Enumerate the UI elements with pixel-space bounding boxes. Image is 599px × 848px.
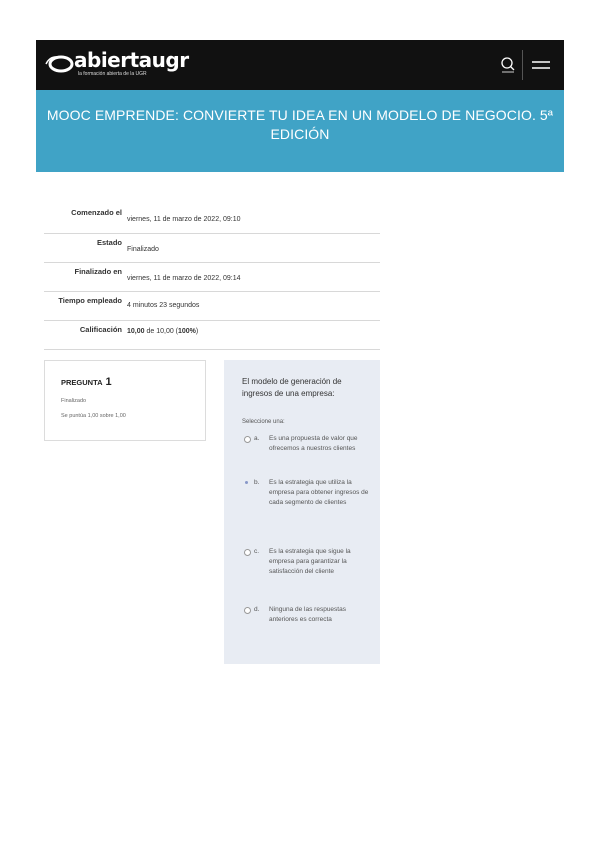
question-state: Finalizado [61, 398, 87, 404]
state-label: Estado [44, 233, 125, 262]
answer-letter-d: d. [254, 606, 260, 613]
answer-letter-b: b. [254, 479, 260, 486]
summary-row-grade [44, 320, 380, 349]
started-label: Comenzado el [44, 204, 125, 233]
answer-text-c: Es la estrategia que sigue la empresa para garantizar la satisfacción del cliente [269, 548, 351, 575]
grade-percent: 100% [178, 327, 196, 335]
summary-row-finished [44, 262, 380, 291]
logo-tagline: la formación abierta de la UGR [78, 71, 147, 77]
state-value: Finalizado [125, 233, 380, 262]
top-navbar [36, 40, 564, 90]
answer-letter-c: c. [254, 548, 260, 555]
navbar-divider [522, 50, 523, 80]
site-logo[interactable] [44, 46, 194, 84]
question-info-box [44, 360, 206, 441]
grade-of: de 10,00 ( [144, 327, 178, 335]
question-points: Se puntúa 1,00 sobre 1,00 [61, 413, 126, 419]
radio-button-c[interactable] [244, 549, 251, 556]
summary-row-state [44, 233, 380, 262]
question-text: El modelo de generación de ingresos de una empresa: [242, 377, 342, 398]
question-label: PREGUNTA [61, 378, 103, 387]
started-value: viernes, 11 de marzo de 2022, 09:10 [125, 204, 380, 233]
attempt-summary-table [44, 204, 380, 350]
answer-prompt: Seleccione una: [242, 419, 285, 425]
summary-row-started [44, 204, 380, 233]
answer-text-a: Es una propuesta de valor que ofrecemos a nuestros clientes [269, 435, 358, 452]
radio-button-b[interactable] [245, 481, 248, 484]
grade-close: ) [195, 327, 199, 335]
time-label: Tiempo empleado [44, 291, 125, 320]
search-icon[interactable] [498, 55, 518, 75]
grade-label: Calificación [44, 320, 125, 349]
finished-value: viernes, 11 de marzo de 2022, 09:14 [125, 262, 380, 291]
answer-text-b: Es la estrategia que utiliza la empresa para obtener ingresos de cada segmento de clientes [269, 479, 369, 506]
question-number: 1 [105, 376, 112, 388]
course-title: MOOC EMPRENDE: CONVIERTE TU IDEA EN UN MODELO DE NEGOCIO. 5ª EDICIÓN [46, 107, 554, 142]
answer-letter-a: a. [254, 435, 260, 442]
course-banner [36, 90, 564, 172]
radio-button-a[interactable] [244, 436, 251, 443]
logo-text: abiertaugr [74, 48, 189, 72]
logo-mark-icon [44, 52, 78, 74]
question-content [224, 360, 380, 664]
question-heading [61, 376, 112, 388]
radio-button-d[interactable] [244, 607, 251, 614]
finished-label: Finalizado en [44, 262, 125, 291]
answer-text-d: Ninguna de las respuestas anteriores es correcta [269, 606, 346, 623]
summary-row-time [44, 291, 380, 320]
grade-value [125, 320, 380, 349]
grade-score: 10,00 [127, 327, 145, 335]
hamburger-menu-icon[interactable] [530, 54, 552, 76]
time-value: 4 minutos 23 segundos [125, 291, 380, 320]
